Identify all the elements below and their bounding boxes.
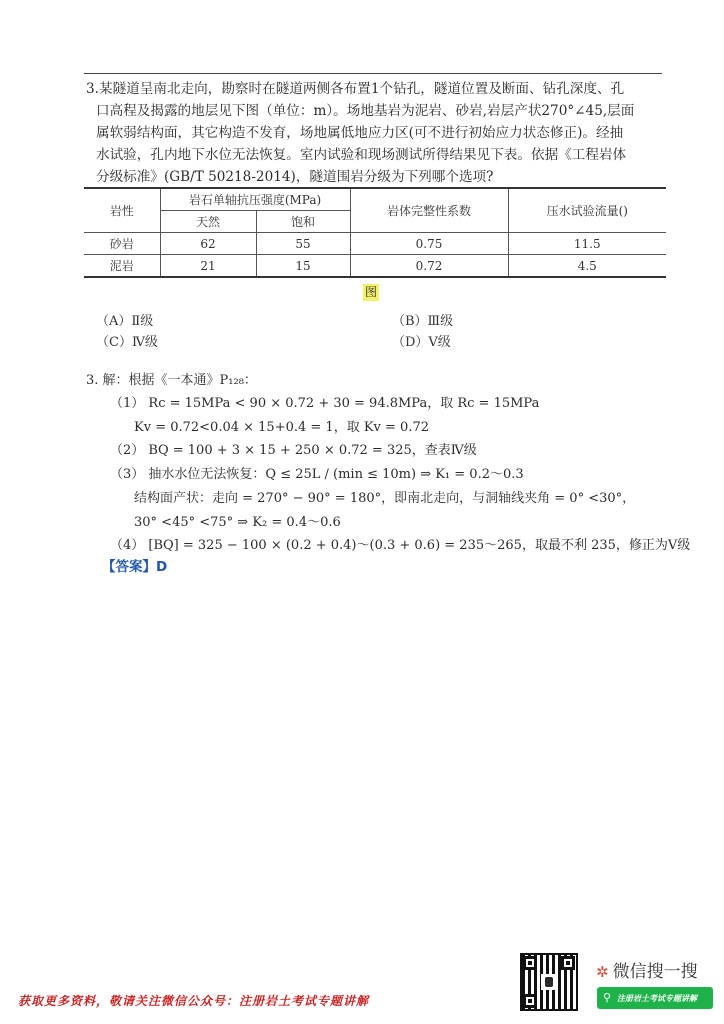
figure-label: 图 [364, 285, 377, 299]
header-water-pressure-flow: 压水试验流量() [508, 188, 666, 233]
header-natural: 天然 [160, 211, 256, 233]
qr-code-icon[interactable] [520, 953, 578, 1011]
question-line: 口高程及揭露的地层见下图（单位：m）。场地基岩为泥岩、砂岩,岩层产状270°∠45,层面 [96, 103, 635, 119]
solution-step-1b: Kv = 0.72<0.04 × 15+0.4 = 1，取 Kv = 0.72 [134, 420, 429, 435]
wechat-search-logo-icon: ✲ [596, 963, 609, 981]
cell-natural: 62 [160, 233, 256, 255]
search-box-text: 注册岩土考试专题讲解 [617, 994, 697, 1003]
cell-rock: 泥岩 [84, 255, 160, 278]
solution-step-1a: （1） Rc = 15MPa < 90 × 0.72 + 30 = 94.8MPa，取 Rc = 15MPa [110, 396, 540, 411]
solution-step-3a: （3） 抽水水位无法恢复：Q ≤ 25L / (min ≤ 10m) ⇒ K₁ = 0.2～0.3 [110, 467, 524, 482]
answer-label: 【答案】D [102, 559, 168, 575]
question-line: 分级标准》(GB/T 50218-2014)，隧道围岩分级为下列哪个选项? [96, 169, 494, 185]
header-rock-type: 岩性 [84, 188, 160, 233]
option-b: （B）Ⅲ级 [392, 314, 454, 329]
solution-intro: 3. 解：根据《一本通》P₁₂₈： [86, 373, 257, 388]
cell-rock: 砂岩 [84, 233, 160, 255]
wechat-search-box[interactable] [597, 987, 713, 1009]
solution-step-3c: 30° <45° <75° ⇒ K₂ = 0.4～0.6 [134, 515, 341, 530]
cell-integrity: 0.75 [350, 233, 508, 255]
header-compressive-strength: 岩石单轴抗压强度(MPa) [160, 188, 350, 211]
table-row [84, 255, 666, 278]
cell-flow: 11.5 [508, 233, 666, 255]
table-row [84, 233, 666, 255]
cell-saturated: 15 [256, 255, 350, 278]
solution-step-2: （2） BQ = 100 + 3 × 15 + 250 × 0.72 = 325，查表Ⅳ级 [110, 443, 477, 458]
option-a: （A）Ⅱ级 [96, 314, 154, 329]
magnifier-icon: ⚲ [602, 991, 612, 1004]
cell-integrity: 0.72 [350, 255, 508, 278]
cell-saturated: 55 [256, 233, 350, 255]
question-line: 水试验，孔内地下水位无法恢复。室内试验和现场测试所得结果见下表。依据《工程岩体 [96, 147, 627, 163]
question-text [86, 78, 666, 188]
option-c: （C）Ⅳ级 [96, 335, 158, 350]
cell-flow: 4.5 [508, 255, 666, 278]
wechat-search-title-text: 微信搜一搜 [612, 962, 698, 982]
option-d: （D）Ⅴ级 [392, 335, 451, 350]
solution-step-3b: 结构面产状：走向 = 270° − 90° = 180°，即南北走向，与洞轴线夹角 = 0° <30°， [134, 491, 636, 506]
question-line: 3.某隧道呈南北走向，勘察时在隧道两侧各布置1个钻孔，隧道位置及断面、钻孔深度、孔 [86, 81, 625, 97]
solution-step-4: （4） [BQ] = 325 − 100 × (0.2 + 0.4)～(0.3 + 0.6) = 235～265，取最不利 235，修正为Ⅴ级 [110, 538, 691, 553]
top-divider [84, 73, 662, 74]
question-line: 属软弱结构面，其它构造不发育，场地属低地应力区(可不进行初始应力状态修正)。经抽 [96, 125, 624, 141]
header-saturated: 饱和 [256, 211, 350, 233]
header-integrity-coefficient: 岩体完整性系数 [350, 188, 508, 233]
cell-natural: 21 [160, 255, 256, 278]
wechat-search-title [596, 957, 698, 982]
footer-promo-text: 获取更多资料，敬请关注微信公众号：注册岩土考试专题讲解 [18, 994, 370, 1008]
test-results-table [84, 187, 666, 278]
